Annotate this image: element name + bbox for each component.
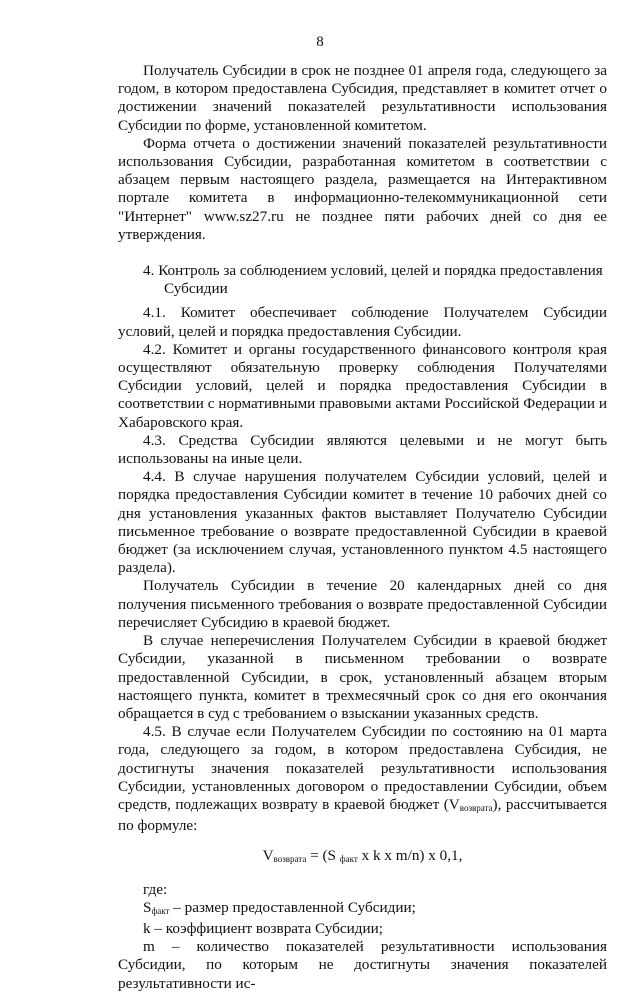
p45-subscript: возврата [459,802,493,813]
def-text: – количество показателей результативности использования Субсидии, по которым не достигнуты значения показателей результативности ис- [118,938,607,992]
p45-tail: ), рассчитывается по формуле: [118,795,608,835]
paragraph-report-deadline: Получатель Субсидии в срок не позднее 01 апреля года, следующего за годом, в котором предоставлена Субсидия, представляет в комитет отчет о достижении значений показателей результативности использования Субсидии по форме, установленной комитетом. [118,62,607,134]
def-text: – коэффициент возврата Субсидии; [150,919,383,937]
page-number: 8 [316,34,324,50]
refund-formula [118,847,607,868]
p45-text: 4.5. В случае если Получателем Субсидии по состоянию на 01 марта года, следующего за годом, в котором предоставлена Субсидия, не достигнуты значения показателей результативности использования Субсидии, установленных договором о предоставлении Субсидии, объем средств, подлежащих возврату в краевой бюджет (V [118,723,607,813]
section-heading-line1: 4. Контроль за соблюдением условий, целей и порядка предоставления [143,262,603,280]
paragraph-court-claim: В случае неперечисления Получателем Субсидии в краевой бюджет Субсидии, указанной в письменном требовании о возврате предоставленной Субсидии, в срок, установленный абзацем вторым настоящего пункта, комитет в трехмесячный срок со дня его окончания обращается в суд с требованием о взыскании указанных средств. [118,632,607,722]
def-symbol: k [143,919,151,937]
paragraph-4-1: 4.1. Комитет обеспечивает соблюдение Получателем Субсидии условий, целей и порядка предоставления Субсидии. [118,304,607,340]
document-body [118,62,607,993]
def-symbol: m [143,938,155,956]
def-text: – размер предоставленной Субсидии; [169,898,416,916]
formula-v-sub: возврата [273,854,307,865]
paragraph-report-form: Форма отчета о достижении значений показателей результативности использования Субсидии, разработанная комитетом в соответствии с абзацем первым настоящего раздела, размещается на Интерактивном портале комитета в информационно-телекоммуникационной сети "Интернет" www.sz27.ru не позднее пяти рабочих дней со дня ее утверждения. [118,134,607,243]
formula-v: V [262,847,274,865]
definition-k [118,920,607,938]
formula-mid: = (S [306,847,340,865]
where-label: где: [143,880,168,898]
paragraph-refund-term: Получатель Субсидии в течение 20 календарных дней со дня получения письменного требования о возврате предоставленной Субсидии перечисляет Субсидию в краевой бюджет. [118,577,607,631]
section-heading-line2: Субсидии [164,280,228,298]
def-subscript: факт [151,905,170,916]
def-symbol: S [143,898,152,916]
paragraph-4-5 [118,723,607,835]
paragraph-4-4: 4.4. В случае нарушения получателем Субсидии условий, целей и порядка предоставления Субсидии комитет в течение 10 рабочих дней со дня установления указанных фактов выставляет Получателю Субсидии письменное требование о возврате предоставленной Субсидии в краевой бюджет (за исключением случая, установленного пунктом 4.5 настоящего раздела). [118,468,607,577]
section-heading [118,262,607,298]
definition-s-fact [118,899,607,920]
formula-s-sub: факт [339,854,358,865]
definition-m [118,938,607,993]
paragraph-4-3: 4.3. Средства Субсидии являются целевыми и не могут быть использованы на иные цели. [118,431,607,468]
formula-rest: x k x m/n) x 0,1, [357,847,463,865]
paragraph-4-2: 4.2. Комитет и органы государственного финансового контроля края осуществляют обязательную проверку соблюдения Получателями Субсидии условий, целей и порядка предоставления Субсидии в соответствии с нормативными правовыми актами Российской Федерации и Хабаровского края. [118,340,607,431]
